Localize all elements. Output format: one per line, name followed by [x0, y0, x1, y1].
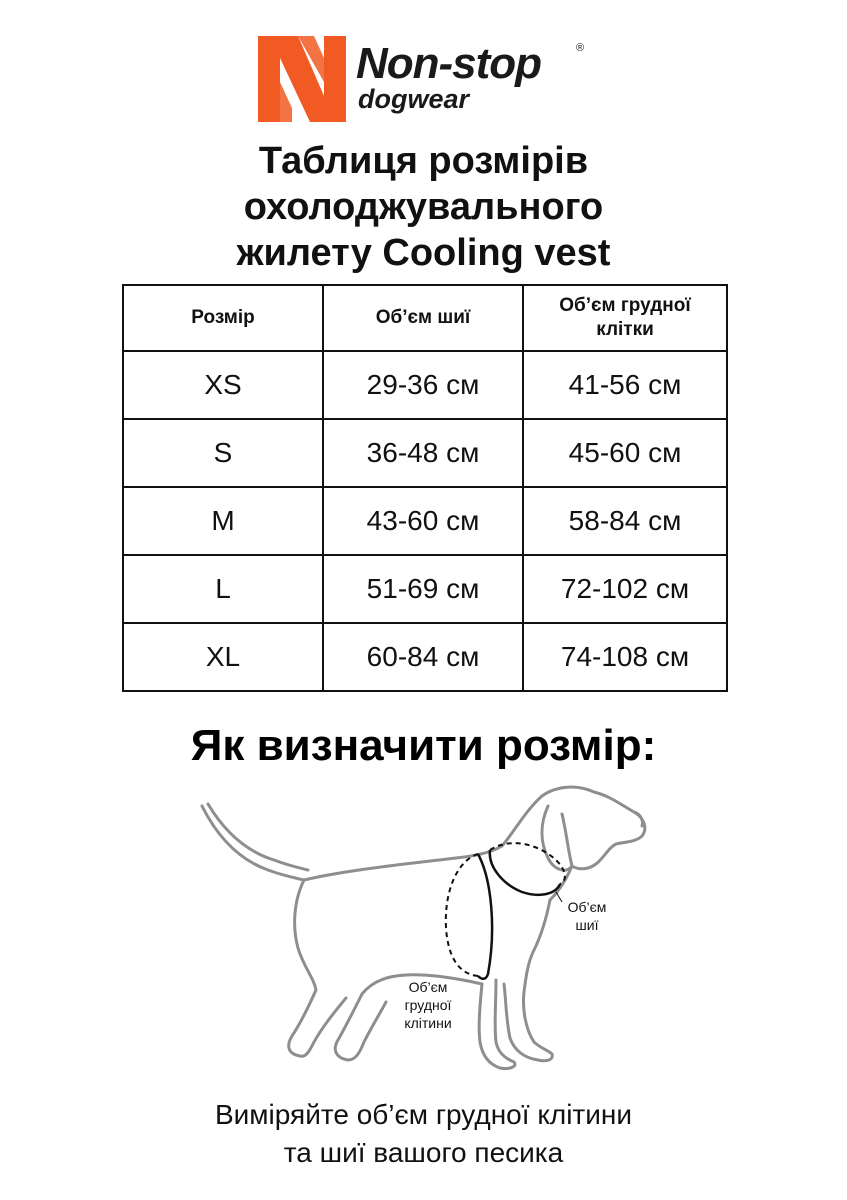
header-chest: Об’єм грудної клітки [523, 285, 727, 351]
page-title [0, 138, 847, 276]
cell-size: S [123, 419, 323, 487]
header-size: Розмір [123, 285, 323, 351]
brand-name: Non-stop [356, 39, 542, 88]
cell-size: M [123, 487, 323, 555]
neck-label-line: шиї [575, 917, 599, 933]
measure-instruction [0, 1096, 847, 1172]
cell-chest: 74-108 см [523, 623, 727, 691]
table-row [123, 351, 727, 419]
size-table [122, 284, 728, 692]
brand-subtitle: dogwear [358, 84, 470, 114]
neck-label [560, 898, 614, 934]
registered-mark: ® [576, 42, 585, 54]
cell-size: XL [123, 623, 323, 691]
cell-chest: 41-56 см [523, 351, 727, 419]
howto-heading: Як визначити розмір: [190, 721, 657, 770]
chest-label-line: клітини [404, 1015, 452, 1031]
header-neck: Об’єм шиї [323, 285, 523, 351]
title-line: жилету Cooling vest [236, 232, 611, 274]
brand-logo [258, 36, 598, 122]
cell-neck: 36-48 см [323, 419, 523, 487]
neck-label-line: Об’єм [567, 899, 607, 915]
table-row [123, 419, 727, 487]
chest-label [388, 978, 468, 1032]
cell-neck: 29-36 см [323, 351, 523, 419]
cell-chest: 45-60 см [523, 419, 727, 487]
chest-measure-dashed [446, 854, 478, 976]
cell-size: L [123, 555, 323, 623]
cell-size: XS [123, 351, 323, 419]
chest-measure-solid [478, 854, 492, 979]
title-line: Таблиця розмірів [258, 140, 589, 182]
dog-outline [304, 787, 645, 900]
instruction-line: та шиї вашого песика [283, 1137, 564, 1168]
table-row [123, 623, 727, 691]
chest-label-line: грудної [404, 997, 452, 1013]
chest-label-line: Об’єм [408, 979, 448, 995]
cell-neck: 51-69 см [323, 555, 523, 623]
cell-neck: 60-84 см [323, 623, 523, 691]
cell-chest: 72-102 см [523, 555, 727, 623]
brand-mark-icon [258, 36, 346, 122]
cell-neck: 43-60 см [323, 487, 523, 555]
instruction-line: Виміряйте об’єм грудної клітини [214, 1099, 633, 1130]
table-header-row [123, 285, 727, 351]
neck-measure-solid [490, 850, 560, 895]
table-row [123, 555, 727, 623]
table-row [123, 487, 727, 555]
cell-chest: 58-84 см [523, 487, 727, 555]
title-line: охолоджувального [243, 186, 604, 228]
